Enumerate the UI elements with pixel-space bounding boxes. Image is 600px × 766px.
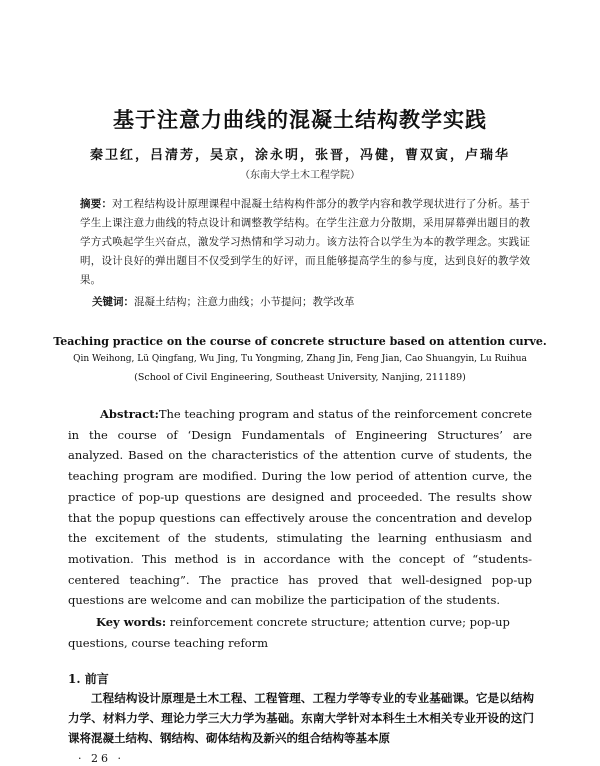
keywords-cn-text: 混凝土结构；注意力曲线；小节提问；教学改革 xyxy=(134,296,355,308)
keywords-en xyxy=(68,612,532,653)
section-body-text: 工程结构设计原理是土木工程、工程管理、工程力学等专业的专业基础课。它是以结构力学、材料力学、理论力学三大力学为基础。东南大学针对本科生土木相关专业开设的这门课将混凝土结构、钢结构、砌体结构及新兴的组合结构等基本原 xyxy=(68,691,534,745)
keywords-cn xyxy=(92,294,532,309)
paper-title-en: Teaching practice on the course of concrete structure based on attention curve. xyxy=(53,335,547,348)
abstract-cn-text: 对工程结构设计原理课程中混凝土结构构件部分的教学内容和教学现状进行了分析。基于学生上课注意力曲线的特点设计和调整教学结构。在学生注意力分散期，采用屏幕弹出题目的教学方式唤起学生兴奋点，激发学习热情和学习动力。该方法符合以学生为本的教学理念。实践证明，设计良好的弹出题目不仅受到学生的好评，而且能够提高学生的参与度，达到良好的教学效果。 xyxy=(80,198,531,286)
keywords-cn-label: 关键词： xyxy=(92,296,134,308)
section-heading: 1. 前言 xyxy=(68,672,109,686)
paper-title-cn: 基于注意力曲线的混凝土结构教学实践 xyxy=(113,107,487,132)
keywords-en-text: reinforcement concrete structure; attention curve; pop-up questions, course teaching reform xyxy=(68,615,510,650)
authors-cn: 秦卫红，吕清芳，吴京，涂永明，张晋，冯健，曹双寅，卢瑞华 xyxy=(89,148,510,163)
abstract-en-label: Abstract: xyxy=(100,407,159,421)
page-number: · 26 · xyxy=(78,752,124,765)
affiliation-en: (School of Civil Engineering, Southeast University, Nanjing, 211189) xyxy=(134,372,466,383)
affiliation-cn: （东南大学土木工程学院） xyxy=(240,170,360,181)
abstract-en xyxy=(68,404,532,611)
abstract-cn xyxy=(80,195,530,290)
keywords-en-label: Key words: xyxy=(96,615,167,629)
abstract-cn-label: 摘要： xyxy=(80,198,113,210)
authors-en: Qin Weihong, Lü Qingfang, Wu Jing, Tu Yongming, Zhang Jin, Feng Jian, Cao Shuangyin, Lu Ruihua xyxy=(73,354,527,364)
abstract-en-text: The teaching program and status of the reinforcement concrete in the course of ‘Design Fundamentals of Engineering Structures’ are analyzed. Based on the characteristics of the attention curve of students, the teaching program are modified. During the low period of attention curve, the practice of pop-up questions are designed and proceeded. The results show that the popup questions can effectively arouse the concentration and develop the excitement of the students, stimulating the learning enthusiasm and motivation. This method is in accordance with the concept of “students-centered teaching”. The practice has proved that well-designed pop-up questions are welcome and can mobilize the participation of the students. xyxy=(68,407,532,608)
